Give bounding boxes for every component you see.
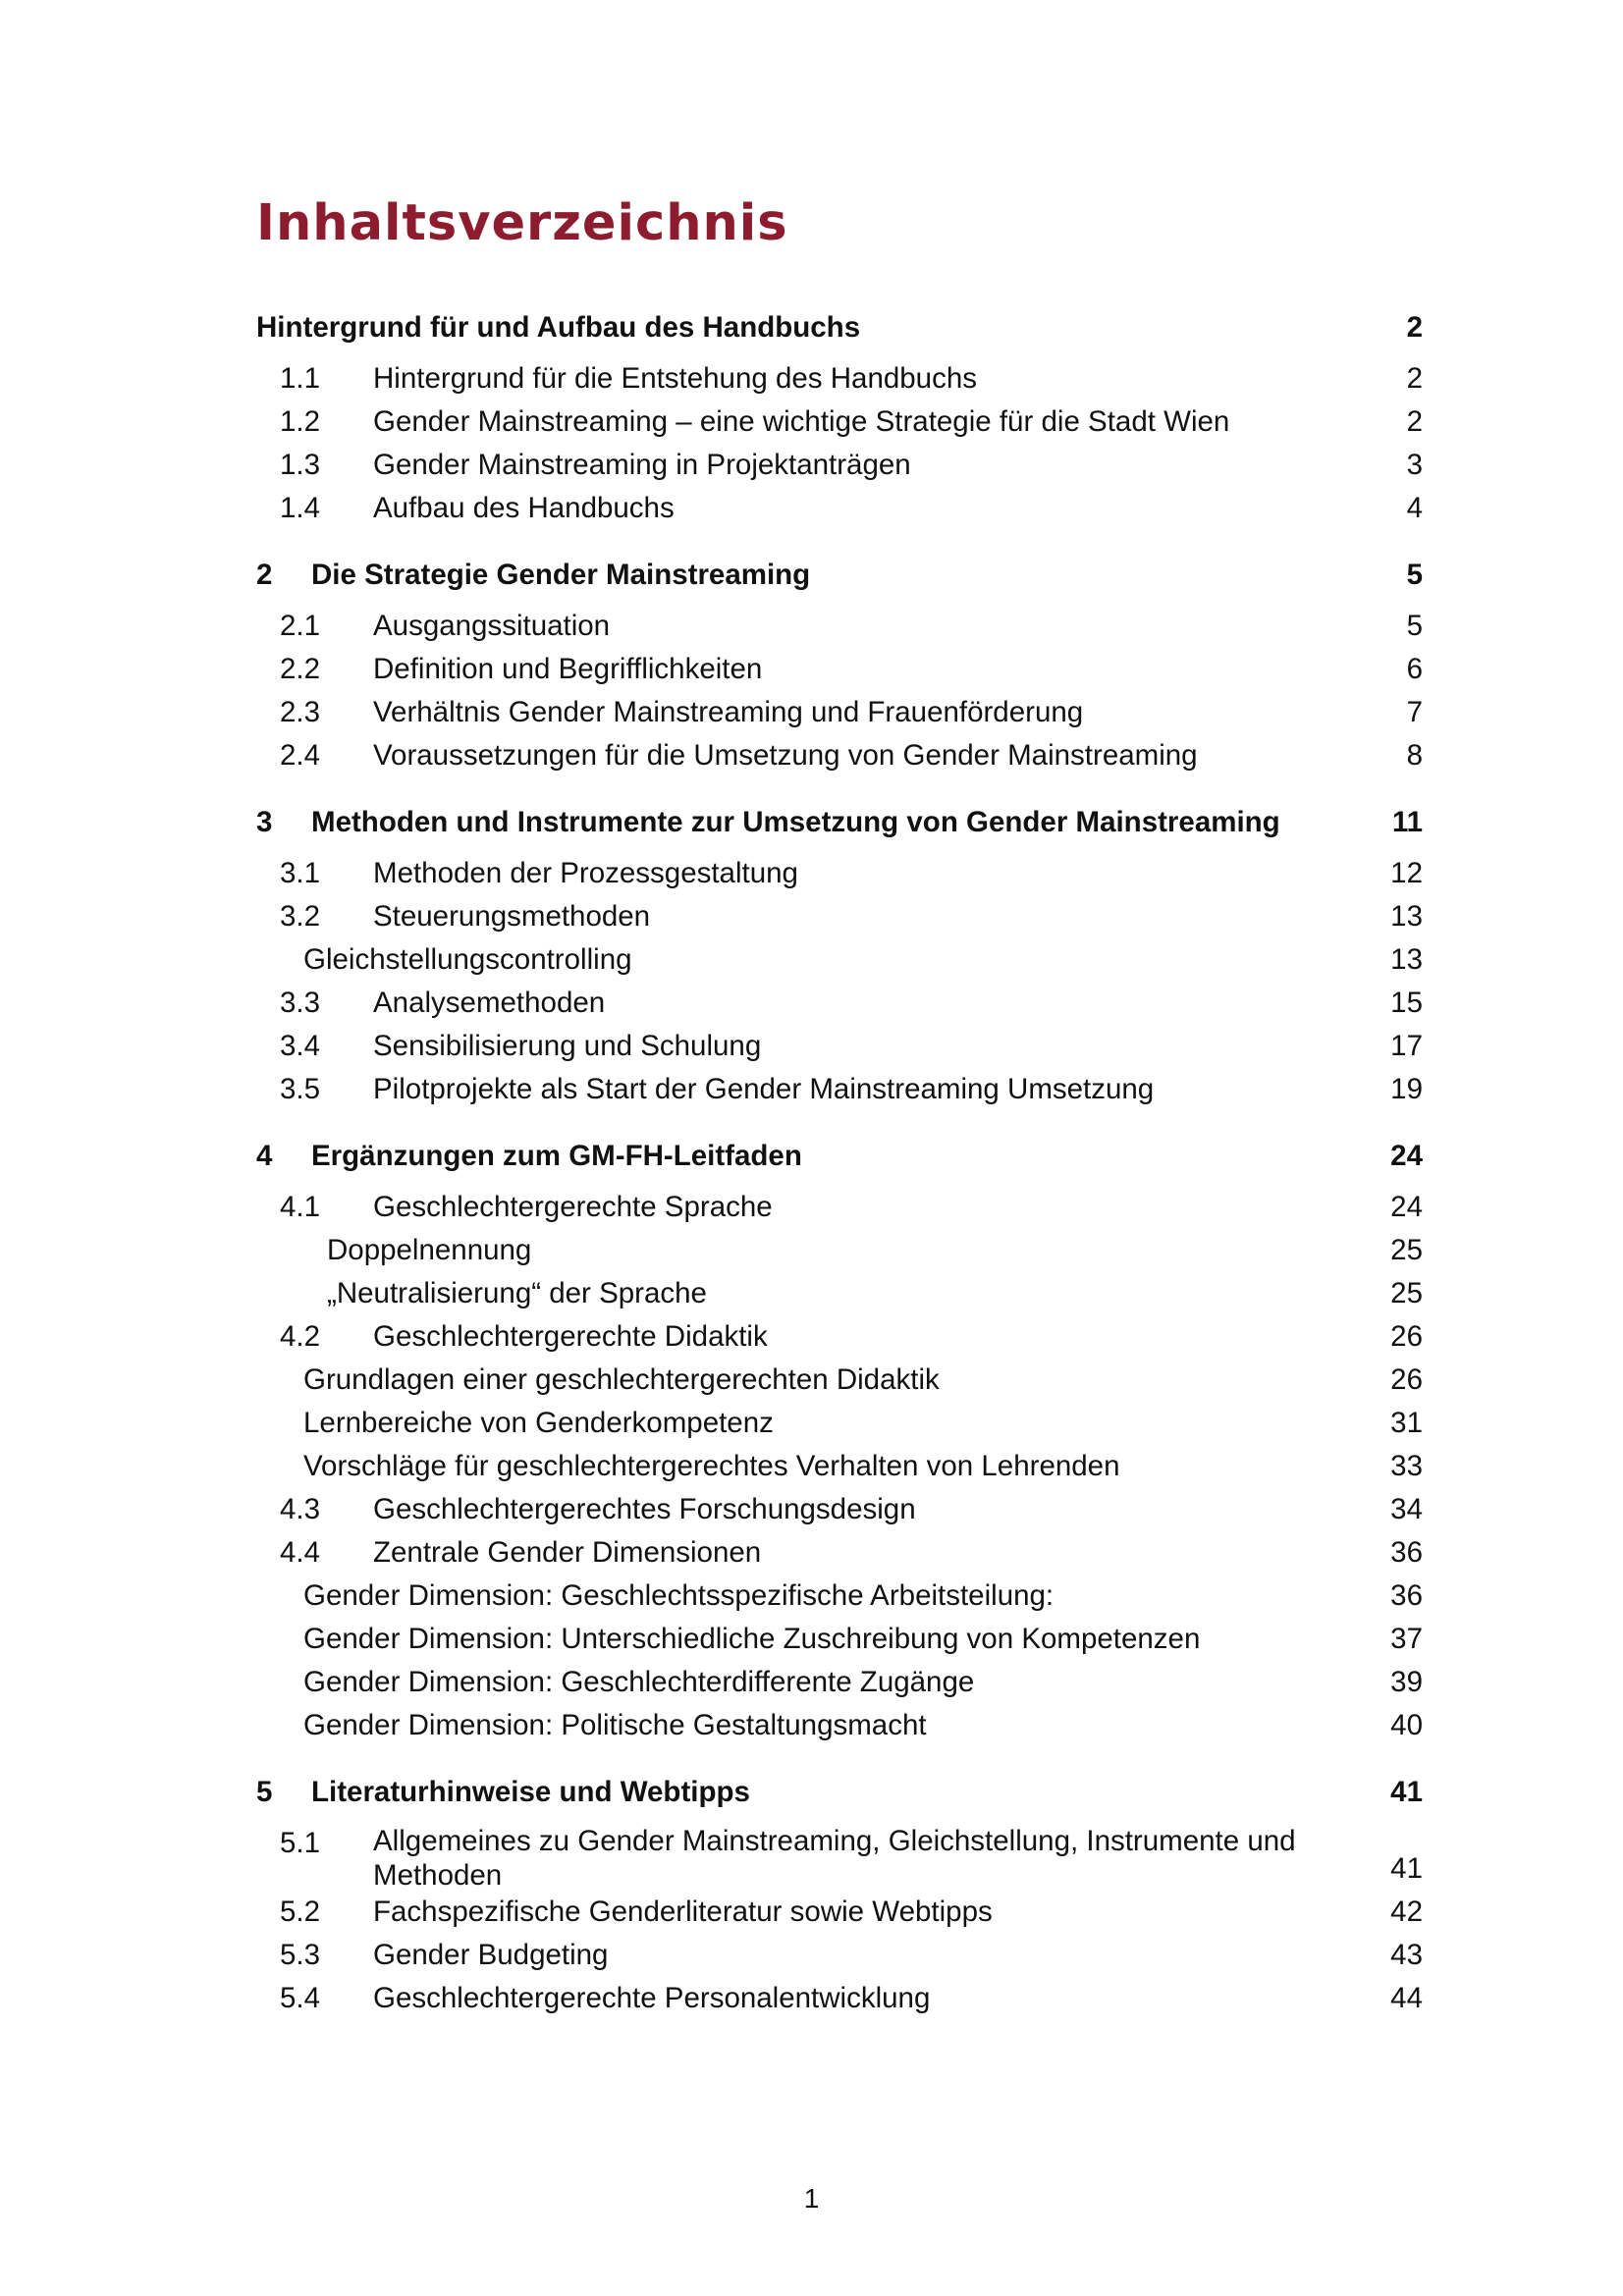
toc-entry-title: Geschlechtergerechte Didaktik: [373, 1320, 768, 1353]
toc-section[interactable]: [256, 487, 1423, 530]
toc-entry-page: 25: [1390, 1234, 1423, 1266]
toc-entry-page: 17: [1390, 1030, 1423, 1062]
toc-section[interactable]: [256, 1315, 1423, 1359]
toc-entry-title: Hintergrund für die Entstehung des Handbuchs: [373, 362, 977, 395]
toc-entry-number: 3.3: [280, 987, 321, 1019]
toc-entry-title: Die Strategie Gender Mainstreaming: [311, 559, 811, 591]
toc-entry-title: Lernbereiche von Genderkompetenz: [303, 1407, 774, 1439]
toc-entry-number: 1.4: [280, 492, 321, 524]
toc-entry-title: Sensibilisierung und Schulung: [373, 1030, 762, 1062]
toc-section[interactable]: [256, 1025, 1423, 1068]
toc-entry-page: 2: [1406, 405, 1423, 438]
page-number: 1: [803, 2183, 820, 2214]
toc-entry-title: Gleichstellungscontrolling: [303, 943, 632, 976]
toc-subsection[interactable]: [256, 1229, 1423, 1272]
toc-entry-title: Ergänzungen zum GM-FH-Leitfaden: [311, 1140, 802, 1172]
toc-section[interactable]: [256, 357, 1423, 400]
toc-entry-number: 5.3: [280, 1939, 321, 1971]
toc-entry-page: 11: [1391, 806, 1423, 838]
toc-entry-page: 34: [1390, 1493, 1423, 1525]
toc-section[interactable]: [256, 734, 1423, 777]
toc-entry-number: 2.3: [280, 696, 321, 728]
toc-entry-title: Gender Dimension: Unterschiedliche Zuschreibung von Kompetenzen: [303, 1623, 1201, 1655]
toc-entry-page: 33: [1390, 1450, 1423, 1482]
toc-section[interactable]: [256, 691, 1423, 734]
toc-entry-number: 3.4: [280, 1030, 321, 1062]
toc-entry-title: Verhältnis Gender Mainstreaming und Frauenförderung: [373, 696, 1084, 728]
toc-subsection[interactable]: [256, 1575, 1423, 1618]
toc-section[interactable]: [256, 1068, 1423, 1111]
toc-section[interactable]: [256, 1488, 1423, 1531]
toc-entry-title: Doppelnennung: [327, 1234, 532, 1266]
toc-entry-number: 3.1: [280, 857, 321, 889]
toc-subsection[interactable]: [256, 1402, 1423, 1445]
toc-chapter[interactable]: [256, 1135, 1423, 1178]
toc-entry-page: 7: [1406, 696, 1423, 728]
toc-entry-number: 3.5: [280, 1073, 321, 1105]
toc-entry-page: 2: [1406, 362, 1423, 395]
toc-entry-page: 26: [1390, 1320, 1423, 1353]
toc-entry-title: Gender Mainstreaming in Projektanträgen: [373, 449, 911, 481]
toc-chapter[interactable]: [256, 554, 1423, 597]
page-title: Inhaltsverzeichnis: [256, 194, 788, 252]
toc-entry-page: 41: [1390, 1776, 1423, 1808]
toc-entry-page: 36: [1390, 1579, 1423, 1612]
toc-entry-title: Geschlechtergerechtes Forschungsdesign: [373, 1493, 916, 1525]
toc-subsection[interactable]: [256, 1661, 1423, 1704]
toc-entry-page: 40: [1390, 1709, 1423, 1741]
toc-entry-title: Analysemethoden: [373, 987, 606, 1019]
toc-section[interactable]: [256, 400, 1423, 444]
toc-entry-page: 6: [1406, 653, 1423, 685]
toc-section[interactable]: [256, 1822, 1423, 1891]
toc-entry-page: 31: [1390, 1407, 1423, 1439]
toc-subsection[interactable]: [256, 1272, 1423, 1315]
toc-entry-page: 2: [1406, 311, 1423, 344]
toc-entry-page: 13: [1390, 943, 1423, 976]
toc-entry-title: Hintergrund für und Aufbau des Handbuchs: [256, 311, 861, 344]
toc-entry-title: „Neutralisierung“ der Sprache: [327, 1277, 707, 1309]
toc-entry-page: 41: [1390, 1852, 1423, 1885]
toc-entry-number: 2.2: [280, 653, 321, 685]
toc-entry-number: 3: [256, 806, 273, 838]
toc-entry-number: 5.4: [280, 1982, 321, 2014]
toc-entry-page: 24: [1390, 1140, 1423, 1172]
toc-entry-page: 44: [1390, 1982, 1423, 2014]
toc-subsection[interactable]: [256, 1359, 1423, 1402]
toc-entry-number: 1.2: [280, 405, 321, 438]
toc-subsection[interactable]: [256, 938, 1423, 982]
toc-section[interactable]: [256, 444, 1423, 487]
toc-entry-number: 4.1: [280, 1191, 321, 1223]
toc-entry-page: 4: [1406, 492, 1423, 524]
toc-entry-page: 25: [1390, 1277, 1423, 1309]
toc-entry-title: Vorschläge für geschlechtergerechtes Verhalten von Lehrenden: [303, 1450, 1120, 1482]
toc-entry-title: Gender Dimension: Geschlechterdifferente Zugänge: [303, 1666, 975, 1698]
toc-entry-title: Steuerungsmethoden: [373, 900, 651, 933]
toc-section[interactable]: [256, 1977, 1423, 2020]
toc-section[interactable]: [256, 1891, 1423, 1934]
toc-chapter[interactable]: [256, 306, 1423, 349]
table-of-contents: [256, 306, 1423, 2020]
toc-section[interactable]: [256, 1531, 1423, 1575]
toc-entry-number: 4.4: [280, 1536, 321, 1569]
toc-entry-title: Pilotprojekte als Start der Gender Mainstreaming Umsetzung: [373, 1073, 1155, 1105]
toc-entry-number: 4.2: [280, 1320, 321, 1353]
toc-entry-title: Gender Mainstreaming – eine wichtige Strategie für die Stadt Wien: [373, 405, 1230, 438]
toc-entry-title: Fachspezifische Genderliteratur sowie Webtipps: [373, 1896, 993, 1928]
toc-entry-page: 37: [1390, 1623, 1423, 1655]
toc-entry-page: 3: [1406, 449, 1423, 481]
toc-section[interactable]: [256, 648, 1423, 691]
toc-entry-page: 5: [1406, 559, 1423, 591]
toc-entry-number: 1.1: [280, 362, 321, 395]
toc-entry-title: Geschlechtergerechte Sprache: [373, 1191, 773, 1223]
toc-entry-title: Gender Budgeting: [373, 1939, 609, 1971]
toc-section[interactable]: [256, 1186, 1423, 1229]
toc-entry-title: Allgemeines zu Gender Mainstreaming, Gleichstellung, Instrumente und Methoden: [373, 1825, 1296, 1892]
toc-entry-number: 5: [256, 1776, 273, 1808]
toc-entry-title: Definition und Begrifflichkeiten: [373, 653, 763, 685]
toc-entry-page: 12: [1390, 857, 1423, 889]
toc-entry-page: 24: [1390, 1191, 1423, 1223]
toc-entry-number: 2: [256, 559, 273, 591]
toc-entry-page: 26: [1390, 1363, 1423, 1396]
toc-entry-number: 3.2: [280, 900, 321, 933]
toc-chapter[interactable]: [256, 801, 1423, 844]
toc-entry-page: 19: [1390, 1073, 1423, 1105]
toc-entry-title: Gender Dimension: Politische Gestaltungsmacht: [303, 1709, 927, 1741]
toc-section[interactable]: [256, 605, 1423, 648]
toc-entry-page: 8: [1406, 739, 1423, 772]
toc-entry-title: Grundlagen einer geschlechtergerechten Didaktik: [303, 1363, 940, 1396]
toc-section[interactable]: [256, 852, 1423, 895]
toc-entry-title: Ausgangssituation: [373, 610, 611, 642]
toc-entry-number: 2.4: [280, 739, 321, 772]
toc-subsection[interactable]: [256, 1618, 1423, 1661]
toc-section[interactable]: [256, 895, 1423, 938]
toc-entry-number: 1.3: [280, 449, 321, 481]
toc-entry-title: Aufbau des Handbuchs: [373, 492, 675, 524]
toc-entry-number: 5.1: [280, 1827, 321, 1859]
toc-entry-number: 5.2: [280, 1896, 321, 1928]
toc-entry-number: 2.1: [280, 610, 321, 642]
toc-entry-page: 42: [1390, 1896, 1423, 1928]
toc-entry-page: 36: [1390, 1536, 1423, 1569]
toc-entry-number: 4: [256, 1140, 273, 1172]
toc-entry-title: Voraussetzungen für die Umsetzung von Gender Mainstreaming: [373, 739, 1198, 772]
toc-subsection[interactable]: [256, 1704, 1423, 1747]
toc-entry-page: 43: [1390, 1939, 1423, 1971]
toc-entry-number: 4.3: [280, 1493, 321, 1525]
toc-section[interactable]: [256, 982, 1423, 1025]
toc-entry-title: Geschlechtergerechte Personalentwicklung: [373, 1982, 931, 2014]
toc-entry-title: Methoden und Instrumente zur Umsetzung von Gender Mainstreaming: [311, 806, 1280, 838]
toc-entry-page: 15: [1390, 987, 1423, 1019]
toc-chapter[interactable]: [256, 1771, 1423, 1814]
toc-entry-title: Literaturhinweise und Webtipps: [311, 1776, 750, 1808]
toc-section[interactable]: [256, 1934, 1423, 1977]
toc-entry-title: Gender Dimension: Geschlechtsspezifische Arbeitsteilung:: [303, 1579, 1055, 1612]
toc-entry-title: Zentrale Gender Dimensionen: [373, 1536, 762, 1569]
toc-entry-page: 13: [1390, 900, 1423, 933]
toc-entry-page: 39: [1390, 1666, 1423, 1698]
toc-subsection[interactable]: [256, 1445, 1423, 1488]
toc-entry-page: 5: [1406, 610, 1423, 642]
toc-entry-title: Methoden der Prozessgestaltung: [373, 857, 798, 889]
